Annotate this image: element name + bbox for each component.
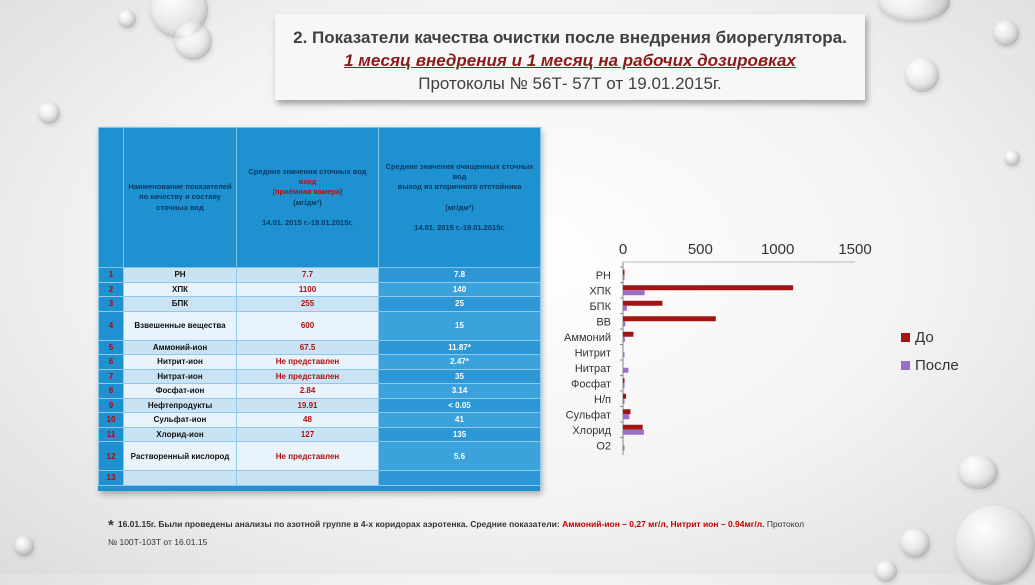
row-parameter: Аммоний-ион — [124, 340, 237, 355]
results-table — [98, 127, 541, 486]
category-label: Н/п — [594, 393, 611, 406]
row-inflow-value: 1100 — [237, 282, 379, 297]
x-tick-label: 1500 — [838, 241, 872, 258]
row-number: 4 — [99, 311, 124, 340]
footnote-protocol: Протокол — [764, 519, 805, 529]
droplet — [1004, 150, 1020, 166]
row-outflow-value: 7.8 — [379, 268, 541, 283]
row-inflow-value: 67.5 — [237, 340, 379, 355]
row-inflow-value — [237, 471, 379, 486]
row-inflow-value: 7.7 — [237, 268, 379, 283]
row-number: 5 — [99, 340, 124, 355]
droplet — [905, 58, 939, 92]
row-outflow-value: 3.14 — [379, 384, 541, 399]
comparison-bar-chart — [564, 236, 985, 476]
row-number: 1 — [99, 268, 124, 283]
row-outflow-value: 35 — [379, 369, 541, 384]
row-number: 2 — [99, 282, 124, 297]
row-parameter: Нефтепродукты — [124, 398, 237, 413]
bar-after — [623, 352, 625, 357]
row-inflow-value: 127 — [237, 427, 379, 442]
bar-before — [623, 332, 633, 337]
row-number: 9 — [99, 398, 124, 413]
category-label: Хлорид — [572, 424, 611, 437]
row-inflow-value: 2.84 — [237, 384, 379, 399]
results-table-panel — [98, 127, 540, 491]
bar-before — [623, 394, 626, 399]
legend-swatch — [901, 333, 910, 342]
x-tick-label: 1000 — [760, 241, 795, 258]
droplet — [955, 505, 1035, 585]
bar-after — [623, 445, 625, 450]
category-label: Сульфат — [565, 409, 611, 422]
bar-before — [623, 409, 630, 414]
table-row — [99, 369, 541, 384]
table-row — [99, 268, 541, 283]
header-inflow-unit: (мг/дм³) — [293, 197, 322, 207]
droplet — [118, 10, 136, 28]
bar-after — [623, 275, 625, 280]
row-inflow-value: 48 — [237, 413, 379, 428]
row-outflow-value — [379, 471, 541, 486]
bar-before — [623, 301, 662, 306]
footnote-text: 16.01.15г. Были проведены анализы по азотной группе в 4-х коридорах аэротенка. Средние показатели: — [117, 519, 563, 529]
row-outflow-value: 41 — [379, 413, 541, 428]
table-row — [99, 398, 541, 413]
bar-after — [623, 368, 628, 373]
header-outflow-title: Средние значения очищенных сточных вод — [385, 162, 534, 182]
header-inflow-title: Средние значения сточных вод — [248, 167, 367, 177]
row-inflow-value: 255 — [237, 297, 379, 312]
bar-after — [623, 399, 625, 404]
row-number: 6 — [99, 355, 124, 370]
bar-after — [623, 290, 645, 295]
table-row — [99, 311, 541, 340]
table-row — [99, 384, 541, 399]
header-inflow-entry: вход — [298, 177, 317, 187]
row-number: 13 — [99, 471, 124, 486]
row-inflow-value: 19.91 — [237, 398, 379, 413]
row-outflow-value: < 0.05 — [379, 398, 541, 413]
bar-after — [623, 430, 644, 435]
slide-title: 2. Показатели качества очистки после внедрения биорегулятора. — [293, 28, 847, 47]
category-label: PH — [595, 269, 611, 282]
row-parameter: ХПК — [124, 282, 237, 297]
footnote-protocol-number: № 100Т-103Т от 16.01.15 — [108, 537, 208, 547]
category-label: Фосфат — [571, 378, 611, 391]
table-row — [99, 442, 541, 471]
bar-before — [623, 316, 716, 321]
row-parameter — [124, 471, 237, 486]
row-number: 7 — [99, 369, 124, 384]
bar-after — [623, 321, 625, 326]
row-parameter: PH — [124, 268, 237, 283]
row-parameter: БПК — [124, 297, 237, 312]
table-row — [99, 427, 541, 442]
row-inflow-value: Не представлен — [237, 355, 379, 370]
row-parameter: Растворенный кислород — [124, 442, 237, 471]
bar-after — [623, 383, 625, 388]
bar-after — [623, 414, 629, 419]
header-outflow — [379, 128, 541, 268]
header-inflow — [237, 128, 379, 268]
x-tick-label: 0 — [618, 241, 628, 258]
bar-after — [623, 306, 627, 311]
row-outflow-value: 2.47* — [379, 355, 541, 370]
bar-before — [623, 270, 625, 275]
footnote-star: * — [108, 517, 114, 534]
legend-swatch — [901, 361, 910, 370]
bar-before — [623, 285, 793, 290]
row-outflow-value: 5.6 — [379, 442, 541, 471]
row-parameter: Фосфат-ион — [124, 384, 237, 399]
row-inflow-value: Не представлен — [237, 369, 379, 384]
row-outflow-value: 140 — [379, 282, 541, 297]
row-inflow-value: Не представлен — [237, 442, 379, 471]
footnote-highlight: Аммоний-ион – 0,27 мг/л, Нитрит ион – 0.94мг/л. — [562, 519, 765, 529]
table-row — [99, 340, 541, 355]
row-parameter: Взвешенные вещества — [124, 311, 237, 340]
row-number: 12 — [99, 442, 124, 471]
bar-before — [623, 425, 643, 430]
row-number: 10 — [99, 413, 124, 428]
x-tick-label: 500 — [687, 241, 713, 258]
category-label: ВВ — [596, 316, 611, 329]
row-number: 3 — [99, 297, 124, 312]
row-parameter: Хлорид-ион — [124, 427, 237, 442]
header-outflow-date: 14.01. 2015 г.-19.01.2015г. — [414, 222, 505, 232]
droplet — [38, 102, 60, 124]
category-label: БПК — [589, 300, 611, 313]
droplet — [875, 560, 897, 582]
row-outflow-value: 135 — [379, 427, 541, 442]
table-row — [99, 471, 541, 486]
row-outflow-value: 15 — [379, 311, 541, 340]
table-row — [99, 355, 541, 370]
title-box — [275, 14, 865, 100]
row-outflow-value: 25 — [379, 297, 541, 312]
slide-subtitle: 1 месяц внедрения и 1 месяц на рабочих дозировках — [344, 51, 796, 70]
bar-after — [623, 337, 625, 342]
category-label: ХПК — [589, 285, 611, 298]
row-number: 11 — [99, 427, 124, 442]
droplet — [878, 0, 950, 22]
header-name: Наименование показателей по качеству и составу сточных вод — [124, 128, 237, 268]
category-label: Нитрит — [574, 347, 611, 360]
header-number — [99, 128, 124, 268]
row-parameter: Нитрит-ион — [124, 355, 237, 370]
row-outflow-value: 11.87* — [379, 340, 541, 355]
legend-label: До — [915, 329, 934, 346]
legend-label: После — [915, 357, 959, 374]
droplet — [993, 20, 1019, 46]
category-label: Аммоний — [564, 331, 611, 344]
header-inflow-chamber: (приёмная камера) — [272, 187, 343, 197]
results-table-body — [99, 268, 541, 486]
row-number: 8 — [99, 384, 124, 399]
row-parameter: Нитрат-ион — [124, 369, 237, 384]
footnote — [108, 516, 928, 550]
table-row — [99, 297, 541, 312]
header-outflow-unit: (мг/дм³) — [445, 202, 474, 212]
table-row — [99, 413, 541, 428]
row-inflow-value: 600 — [237, 311, 379, 340]
droplet — [14, 536, 34, 556]
table-row — [99, 282, 541, 297]
category-label: О2 — [596, 440, 611, 453]
header-outflow-exit: выход из вторичного отстойника — [397, 182, 522, 192]
bar-before — [623, 378, 625, 383]
protocol-line: Протоколы № 56Т- 57Т от 19.01.2015г. — [418, 74, 722, 93]
category-label: Нитрат — [574, 362, 611, 375]
header-inflow-date: 14.01. 2015 г.-19.01.2015г. — [262, 217, 353, 227]
droplet — [174, 22, 212, 60]
row-parameter: Сульфат-ион — [124, 413, 237, 428]
